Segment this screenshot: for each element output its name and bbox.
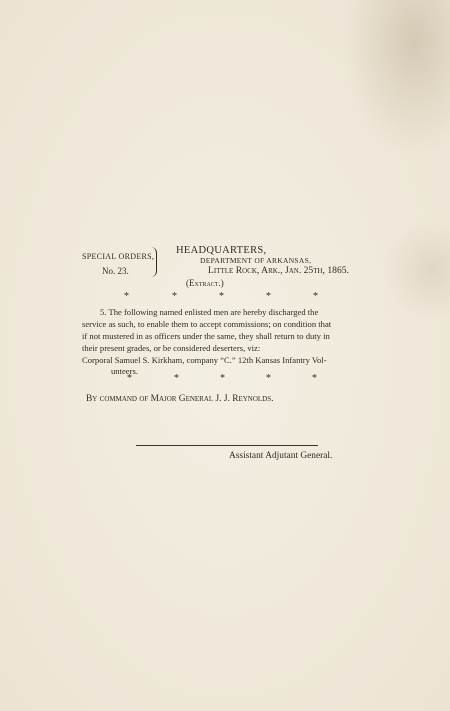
paragraph-line: their present grades, or be considered deserters, viz: <box>82 343 261 353</box>
order-number: No. 23. <box>102 266 129 276</box>
star: * <box>220 373 225 384</box>
brace <box>150 247 157 277</box>
special-orders-label: SPECIAL ORDERS, <box>82 252 155 261</box>
signature-line <box>136 445 318 446</box>
star: * <box>124 291 129 302</box>
paragraph-line: 5. The following named enlisted men are hereby discharged the <box>100 307 319 317</box>
star: * <box>174 373 179 384</box>
command-line: By command of Major General J. J. Reynolds. <box>86 394 274 404</box>
star: * <box>172 291 177 302</box>
paragraph-line: if not mustered in as officers under the same, they shall return to duty in <box>82 331 330 341</box>
star: * <box>313 291 318 302</box>
star: * <box>266 291 271 302</box>
headquarters-title: HEADQUARTERS, <box>176 245 267 256</box>
paragraph-line: service as such, to enable them to accept commissions; on condition that <box>82 319 332 329</box>
department-name: DEPARTMENT OF ARKANSAS, <box>200 256 312 265</box>
star: * <box>127 373 132 384</box>
extract-label: (Extract.) <box>186 278 224 288</box>
star: * <box>219 291 224 302</box>
signature-title: Assistant Adjutant General. <box>229 451 333 461</box>
paragraph-line: Corporal Samuel S. Kirkham, company “C.” 12th Kansas Infantry Vol- <box>82 355 327 365</box>
star: * <box>312 373 317 384</box>
location-date: Little Rock, Ark., Jan. 25th, 1865. <box>208 265 349 276</box>
star: * <box>266 373 271 384</box>
paragraph-line: unteers. <box>111 366 138 376</box>
